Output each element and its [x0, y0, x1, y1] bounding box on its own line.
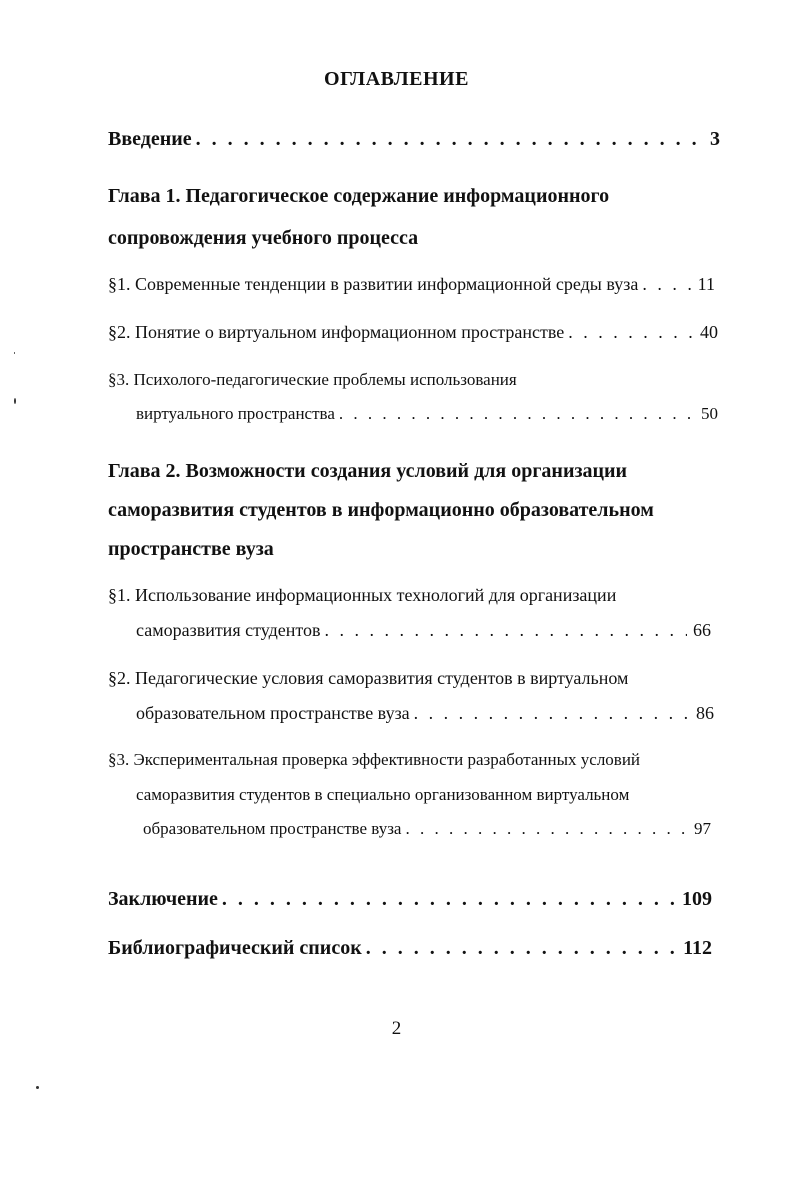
dot-leader [196, 128, 704, 151]
chapter1-heading-line2: сопровождения учебного процесса [108, 227, 419, 249]
scan-speck [14, 352, 15, 354]
toc-entry-label: виртуального пространства [136, 404, 335, 423]
toc-entry-page: 112 [683, 937, 712, 959]
toc-entry-ch1-s3 [136, 404, 718, 424]
toc-entry-ch2-s1-line1: §1. Использование информационных технологий для организации [108, 585, 617, 605]
toc-entry-ch1-s2 [108, 322, 718, 343]
toc-entry-page: 97 [694, 819, 711, 838]
page-number: 2 [391, 1018, 402, 1039]
toc-entry-label: Введение [108, 128, 192, 150]
toc-entry-label: §1. Современные тенденции в развитии информационной среды вуза [108, 274, 639, 294]
toc-entry-ch2-s3 [143, 819, 711, 839]
dot-leader [366, 937, 677, 960]
dot-leader [568, 322, 694, 343]
toc-entry-page: 86 [696, 703, 714, 723]
toc-entry-page: 11 [697, 274, 715, 294]
toc-entry-ch2-s3-line2: саморазвития студентов в специально организованном виртуальном [136, 785, 630, 804]
toc-entry-ch2-s1 [136, 620, 711, 641]
chapter2-heading-line1: Глава 2. Возможности создания условий для организации [108, 460, 628, 482]
toc-entry-page: 40 [700, 322, 718, 342]
toc-entry-ch2-s2-line1: §2. Педагогические условия саморазвития студентов в виртуальном [108, 668, 629, 688]
toc-entry-page: 66 [693, 620, 711, 640]
toc-title: ОГЛАВЛЕНИЕ [324, 68, 469, 90]
toc-entry-ch1-s1 [108, 274, 715, 295]
toc-entry-page: 109 [682, 888, 712, 910]
chapter2-heading-line3: пространстве вуза [108, 538, 274, 560]
toc-entry-intro [108, 128, 720, 151]
toc-entry-ch1-s3-line1: §3. Психолого-педагогические проблемы использования [108, 370, 517, 389]
toc-entry-ch2-s3-line1: §3. Экспериментальная проверка эффективности разработанных условий [108, 750, 641, 769]
dot-leader [339, 404, 695, 424]
dot-leader [405, 819, 688, 839]
chapter2-heading-line2: саморазвития студентов в информационно образовательном [108, 499, 654, 521]
scan-speck [36, 1086, 39, 1089]
toc-entry-label: саморазвития студентов [136, 620, 321, 640]
toc-entry-page: 50 [701, 404, 718, 423]
toc-entry-label: образовательном пространстве вуза [143, 819, 402, 838]
toc-entry-label: Заключение [108, 888, 218, 910]
dot-leader [325, 620, 688, 641]
chapter1-heading-line1: Глава 1. Педагогическое содержание информационного [108, 185, 610, 207]
scan-speck [14, 398, 16, 404]
toc-entry-label: §2. Понятие о виртуальном информационном пространстве [108, 322, 565, 342]
toc-entry-conclusion [108, 888, 712, 911]
toc-entry-ch2-s2 [136, 703, 714, 724]
dot-leader [642, 274, 691, 295]
dot-leader [222, 888, 676, 911]
toc-entry-label: Библиографический список [108, 937, 362, 959]
toc-entry-label: образовательном пространстве вуза [136, 703, 410, 723]
dot-leader [414, 703, 690, 724]
toc-entry-page: 3 [710, 128, 720, 150]
toc-entry-bibliography [108, 937, 712, 960]
